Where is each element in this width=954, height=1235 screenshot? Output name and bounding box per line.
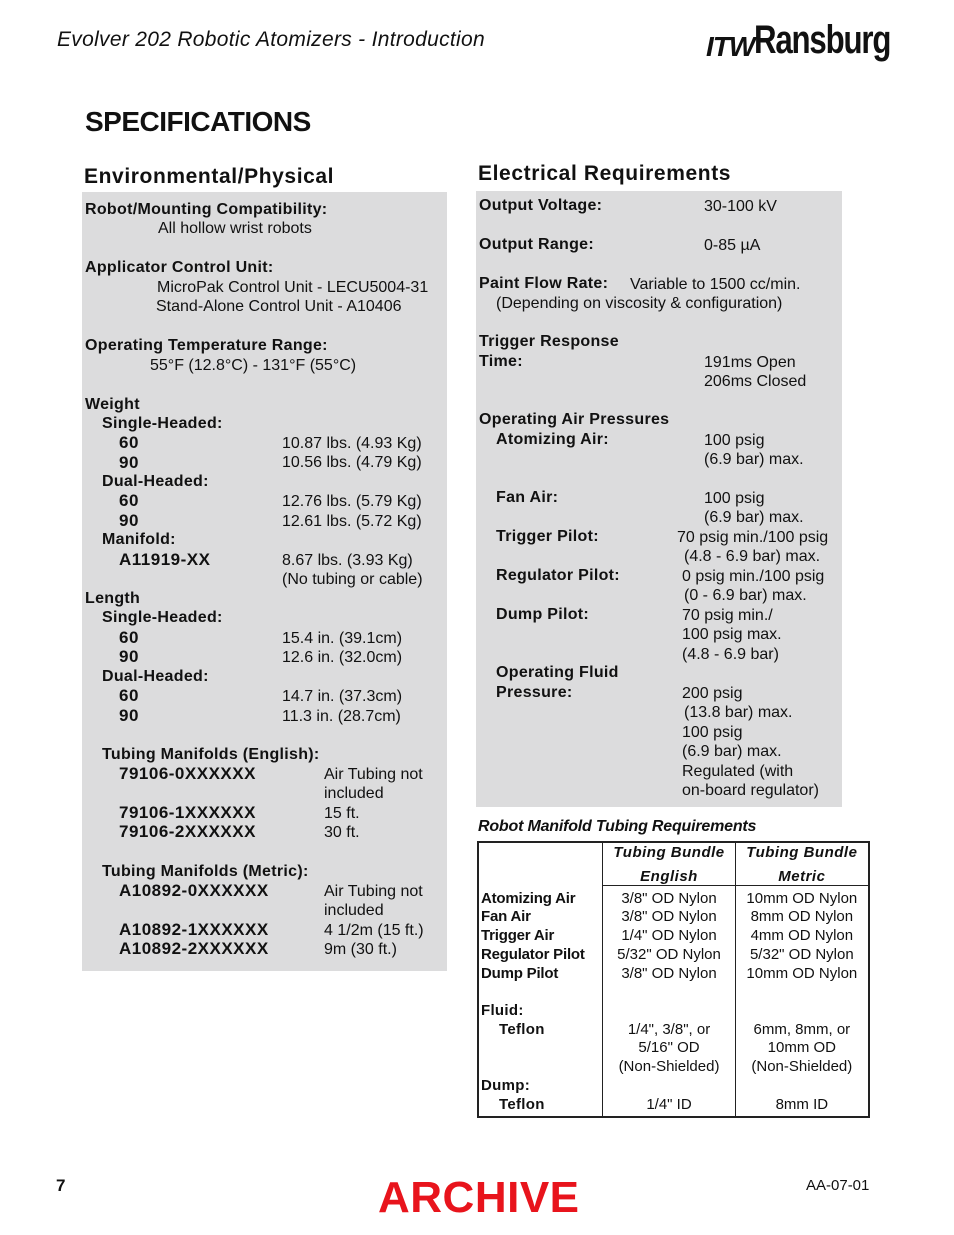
tubing-metric-part-1: A10892-1XXXXXX <box>119 920 269 939</box>
metric-dump: 8mm ID <box>775 1096 829 1113</box>
row-label-atomizing-air: Atomizing Air <box>481 890 576 907</box>
fan-air-value-2: (6.9 bar) max. <box>704 509 804 526</box>
dump-pilot-value-2: 100 psig max. <box>682 626 782 643</box>
page-title: SPECIFICATIONS <box>85 106 311 137</box>
tubing-english-label: Tubing Manifolds (English): <box>102 746 320 763</box>
weight-single-90-value: 10.56 lbs. (4.79 Kg) <box>282 454 422 471</box>
tubing-labels-column <box>478 842 603 1117</box>
acu-label: Applicator Control Unit: <box>85 259 274 276</box>
metric-column-header <box>736 843 868 886</box>
tubing-english-value-1: 15 ft. <box>324 805 360 822</box>
weight-dual-60-value: 12.76 lbs. (5.79 Kg) <box>282 493 422 510</box>
tubing-metric-part-0: A10892-0XXXXXX <box>119 881 269 900</box>
fan-air-value-1: 100 psig <box>704 490 765 507</box>
english-atomizing-air: 3/8" OD Nylon <box>621 890 717 907</box>
weight-manifold-label: Manifold: <box>102 531 176 548</box>
output-voltage-value: 30-100 kV <box>704 198 777 215</box>
tubing-english-value-0a: Air Tubing not <box>324 766 423 783</box>
output-range-value: 0-85 µA <box>704 237 761 254</box>
tubing-english-column <box>603 842 735 1117</box>
metric-fluid-line-2: 10mm OD <box>767 1039 836 1056</box>
atomizing-air-value-2: (6.9 bar) max. <box>704 451 804 468</box>
english-header-line-2: English <box>640 868 698 885</box>
acu-line-1: MicroPak Control Unit - LECU5004-31 <box>157 279 429 296</box>
row-label-fluid: Fluid: <box>481 1002 524 1019</box>
row-label-dump: Dump: <box>481 1077 530 1094</box>
metric-trigger-air: 4mm OD Nylon <box>750 927 854 944</box>
atomizing-air-value-1: 100 psig <box>704 432 765 449</box>
paint-flow-value: Variable to 1500 cc/min. <box>630 276 801 293</box>
row-label-fluid-teflon: Teflon <box>499 1021 545 1038</box>
tubing-requirements-table <box>477 841 870 1118</box>
trigger-response-label-1: Trigger Response <box>479 333 619 350</box>
paint-flow-note: (Depending on viscosity & configuration) <box>496 295 783 312</box>
operating-air-label: Operating Air Pressures <box>479 411 670 428</box>
trigger-response-closed: 206ms Closed <box>704 373 807 390</box>
metric-regulator-pilot: 5/32" OD Nylon <box>749 946 854 963</box>
weight-single-label: Single-Headed: <box>102 415 223 432</box>
english-fluid-line-2: 5/16" OD <box>638 1039 700 1056</box>
dump-pilot-label: Dump Pilot: <box>496 606 590 623</box>
length-dual-60-value: 14.7 in. (37.3cm) <box>282 688 403 705</box>
english-fluid-line-1: 1/4", 3/8", or <box>627 1021 711 1038</box>
tubing-metric-label: Tubing Manifolds (Metric): <box>102 863 309 880</box>
fluid-pressure-label-1: Operating Fluid <box>496 664 619 681</box>
tubing-english-part-0: 79106-0XXXXXX <box>119 764 256 783</box>
length-single-90-value: 12.6 in. (32.0cm) <box>282 649 403 666</box>
document-code: AA-07-01 <box>806 1177 870 1194</box>
fluid-pressure-value-3: 100 psig <box>682 724 743 741</box>
tubing-metric-value-0b: included <box>324 902 384 919</box>
length-dual-90: 90 <box>119 706 139 725</box>
page-number: 7 <box>56 1176 66 1195</box>
environmental-heading: Environmental/Physical <box>84 165 335 188</box>
logo-name: Ransburg <box>754 18 891 62</box>
length-label: Length <box>85 590 141 607</box>
length-single-60: 60 <box>119 628 139 647</box>
tubing-metric-part-2: A10892-2XXXXXX <box>119 939 269 958</box>
output-voltage-label: Output Voltage: <box>479 197 603 214</box>
weight-manifold-part: A11919-XX <box>119 550 211 569</box>
metric-dump-pilot: 10mm OD Nylon <box>746 965 858 982</box>
acu-line-2: Stand-Alone Control Unit - A10406 <box>156 298 402 315</box>
itw-ransburg-logo <box>706 18 929 63</box>
english-column-header <box>603 843 734 886</box>
fluid-pressure-value-5: Regulated (with <box>682 763 794 780</box>
row-label-fan-air: Fan Air <box>481 908 531 925</box>
fluid-pressure-label-2: Pressure: <box>496 684 573 701</box>
temp-value: 55°F (12.8°C) - 131°F (55°C) <box>150 357 357 374</box>
row-label-regulator-pilot: Regulator Pilot <box>481 946 585 963</box>
regulator-pilot-value-2: (0 - 6.9 bar) max. <box>684 587 807 604</box>
tubing-metric-value-2: 9m (30 ft.) <box>324 941 397 958</box>
english-trigger-air: 1/4" OD Nylon <box>621 927 717 944</box>
metric-header-line-2: Metric <box>778 868 826 885</box>
metric-fluid-line-1: 6mm, 8mm, or <box>753 1021 851 1038</box>
trigger-pilot-label: Trigger Pilot: <box>496 528 599 545</box>
logo-prefix: ITW <box>706 31 755 62</box>
english-dump-pilot: 3/8" OD Nylon <box>621 965 717 982</box>
trigger-response-open: 191ms Open <box>704 354 796 371</box>
metric-fluid-line-3: (Non-Shielded) <box>751 1058 853 1075</box>
tubing-metric-value-1: 4 1/2m (15 ft.) <box>324 922 424 939</box>
trigger-pilot-value-2: (4.8 - 6.9 bar) max. <box>684 548 821 565</box>
length-dual-60: 60 <box>119 686 139 705</box>
length-dual-label: Dual-Headed: <box>102 668 209 685</box>
length-dual-90-value: 11.3 in. (28.7cm) <box>282 708 401 725</box>
row-label-dump-teflon: Teflon <box>499 1096 545 1113</box>
dump-pilot-value-3: (4.8 - 6.9 bar) <box>682 646 779 663</box>
row-label-trigger-air: Trigger Air <box>481 927 555 944</box>
tubing-english-value-2: 30 ft. <box>324 824 360 841</box>
weight-manifold-value: 8.67 lbs. (3.93 Kg) <box>282 552 413 569</box>
english-dump: 1/4" ID <box>646 1096 692 1113</box>
length-single-60-value: 15.4 in. (39.1cm) <box>282 630 403 647</box>
row-label-dump-pilot: Dump Pilot <box>481 965 559 982</box>
fluid-pressure-value-6: on-board regulator) <box>682 782 819 799</box>
trigger-response-label-2: Time: <box>479 353 523 370</box>
weight-single-60: 60 <box>119 433 139 452</box>
weight-dual-label: Dual-Headed: <box>102 473 209 490</box>
tubing-english-part-1: 79106-1XXXXXX <box>119 803 256 822</box>
metric-header-line-1: Tubing Bundle <box>746 844 858 861</box>
trigger-pilot-value-1: 70 psig min./100 psig <box>677 529 829 546</box>
fluid-pressure-value-1: 200 psig <box>682 685 743 702</box>
english-regulator-pilot: 5/32" OD Nylon <box>617 946 721 963</box>
weight-dual-90-value: 12.61 lbs. (5.72 Kg) <box>282 513 422 530</box>
english-fan-air: 3/8" OD Nylon <box>621 908 717 925</box>
english-fluid-line-3: (Non-Shielded) <box>618 1058 720 1075</box>
paint-flow-label: Paint Flow Rate: <box>479 275 609 292</box>
fluid-pressure-value-4: (6.9 bar) max. <box>682 743 782 760</box>
fan-air-label: Fan Air: <box>496 489 559 506</box>
weight-dual-90: 90 <box>119 511 139 530</box>
regulator-pilot-label: Regulator Pilot: <box>496 567 620 584</box>
document-header-title: Evolver 202 Robotic Atomizers - Introduction <box>57 28 485 51</box>
temp-label: Operating Temperature Range: <box>85 337 328 354</box>
tubing-table-caption: Robot Manifold Tubing Requirements <box>478 818 757 835</box>
weight-dual-60: 60 <box>119 491 139 510</box>
tubing-english-part-2: 79106-2XXXXXX <box>119 822 256 841</box>
weight-single-90: 90 <box>119 453 139 472</box>
tubing-metric-value-0a: Air Tubing not <box>324 883 423 900</box>
robot-mount-value: All hollow wrist robots <box>158 220 312 237</box>
weight-label: Weight <box>85 396 140 413</box>
length-single-label: Single-Headed: <box>102 609 223 626</box>
metric-fan-air: 8mm OD Nylon <box>750 908 854 925</box>
archive-stamp: ARCHIVE <box>378 1173 580 1222</box>
dump-pilot-value-1: 70 psig min./ <box>682 607 773 624</box>
regulator-pilot-value-1: 0 psig min./100 psig <box>682 568 825 585</box>
robot-mount-label: Robot/Mounting Compatibility: <box>85 201 328 218</box>
weight-single-60-value: 10.87 lbs. (4.93 Kg) <box>282 435 422 452</box>
weight-manifold-note: (No tubing or cable) <box>282 571 423 588</box>
tubing-metric-column <box>735 842 869 1117</box>
length-single-90: 90 <box>119 647 139 666</box>
fluid-pressure-value-2: (13.8 bar) max. <box>684 704 793 721</box>
english-header-line-1: Tubing Bundle <box>613 844 725 861</box>
atomizing-air-label: Atomizing Air: <box>496 431 609 448</box>
electrical-heading: Electrical Requirements <box>478 162 732 185</box>
tubing-english-value-0b: included <box>324 785 384 802</box>
output-range-label: Output Range: <box>479 236 594 253</box>
metric-atomizing-air: 10mm OD Nylon <box>746 890 858 907</box>
